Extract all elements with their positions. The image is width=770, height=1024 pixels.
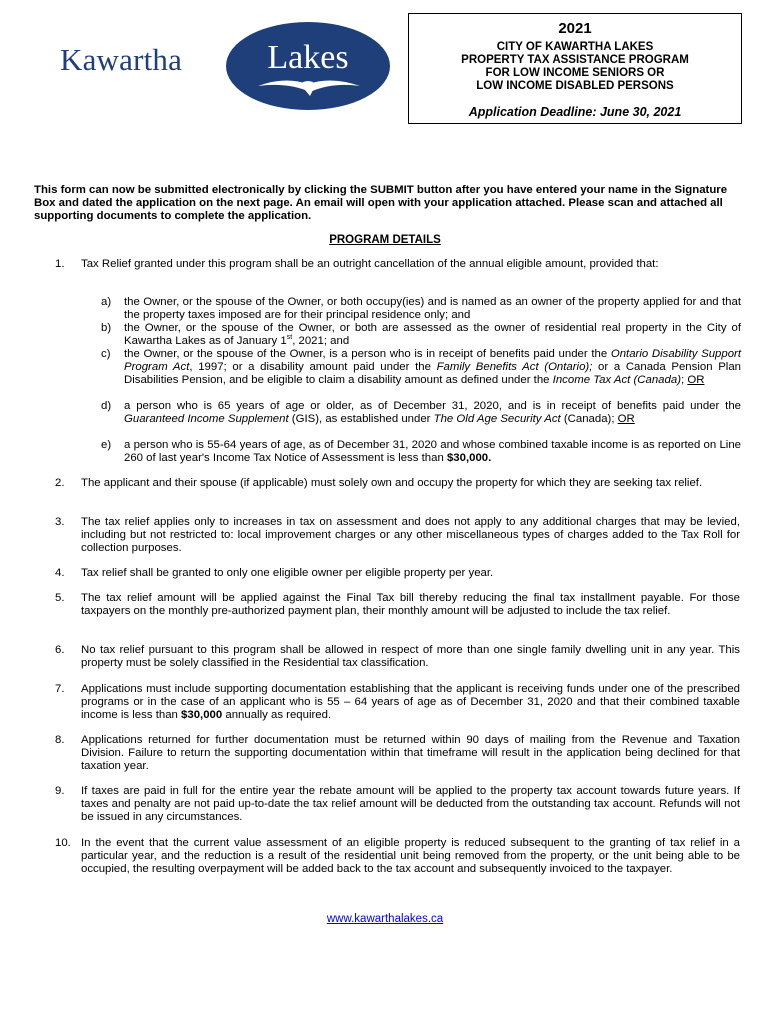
- item-text: The tax relief applies only to increases in tax on assessment and does not apply to any additional charges that may be levied, including but not restricted to: local improvement charges or any other miscellaneous types of charges added to the Tax Roll for collection purposes.: [81, 516, 740, 554]
- item-number: 7.: [55, 683, 65, 695]
- program-details-heading: PROGRAM DETAILS: [329, 234, 441, 246]
- program-year: 2021: [558, 20, 592, 37]
- item-text: Applications returned for further documentation must be returned within 90 days of mailing from the Revenue and Taxation Division. Failure to return the supporting documentation within that timeframe will result in the application being declined for that taxation year.: [81, 734, 740, 772]
- item-number: 10.: [55, 837, 71, 849]
- header-line-4: LOW INCOME DISABLED PERSONS: [476, 80, 674, 92]
- item-text: If taxes are paid in full for the entire year the rebate amount will be applied to the property tax account towards future years. If taxes and penalty are not paid up-to-date the tax relief amount will be deducted from the outstanding tax account. Refunds will not be issued in any circumstances.: [81, 785, 740, 823]
- program-item-6: [55, 644, 740, 670]
- sub-item-text: a person who is 65 years of age or older, as of December 31, 2020, and is in receipt of benefits paid under the Guaranteed Income Supplement (GIS), as established under The Old Age Security Act (Canada); OR: [124, 400, 741, 425]
- sub-item-text: a person who is 55-64 years of age, as of December 31, 2020 and whose combined taxable income is as reported on Line 260 of last year's Income Tax Notice of Assessment is less than $30,000.: [124, 439, 741, 464]
- program-item-10: [55, 837, 740, 876]
- header-line-1: CITY OF KAWARTHA LAKES: [496, 41, 654, 53]
- item-text: In the event that the current value assessment of an eligible property is reduced subsequent to the granting of tax relief in a particular year, and the reduction is a result of the residential unit being removed from the property, or the unit being able to be occupied, the resulting overpayment will be added back to the tax account and subsequently invoiced to the taxpayer.: [81, 837, 740, 875]
- application-deadline: Application Deadline: June 30, 2021: [468, 105, 682, 119]
- program-item-8: [55, 734, 740, 773]
- program-item-3: [55, 516, 740, 555]
- logo-lakes-emblem: [224, 22, 396, 112]
- item-number: 6.: [55, 644, 65, 656]
- program-item-7: [55, 683, 740, 722]
- item-number: 1.: [55, 258, 65, 270]
- item-text: No tax relief pursuant to this program shall be allowed in respect of more than one single family dwelling unit in any year. This property must be solely classified in the Residential tax classification.: [81, 644, 740, 669]
- program-item-2: [55, 477, 740, 490]
- program-header-box: [408, 13, 742, 124]
- sub-item-a: [101, 296, 741, 322]
- sub-item-text: the Owner, or the spouse of the Owner, or both are assessed as the owner of residential real property in the City of Kawartha Lakes as of January 1st, 2021; and: [124, 322, 741, 347]
- item-number: 9.: [55, 785, 65, 797]
- logo-word-kawartha: Kawartha: [60, 42, 183, 77]
- website-link[interactable]: www.kawarthalakes.ca: [326, 913, 444, 925]
- submission-instructions: This form can now be submitted electronically by clicking the SUBMIT button after you have entered your name in the Signature Box and dated the application on the next page. An email will open with your application attached. Please scan and attached all supporting documents to complete the application.: [34, 184, 728, 222]
- program-item-4: [55, 567, 740, 580]
- sub-item-b: [101, 322, 741, 348]
- item-number: 8.: [55, 734, 65, 746]
- sub-item-letter: c): [101, 348, 111, 360]
- logo-word-lakes: Lakes: [267, 39, 349, 76]
- item-number: 4.: [55, 567, 65, 579]
- sub-item-letter: d): [101, 400, 112, 412]
- item-text: Applications must include supporting documentation establishing that the applicant is receiving funds under one of the prescribed programs or in the case of an applicant who is 55 – 64 years of age as of December 31, 2020 and that their combined taxable income is less than $30,000 annually as required.: [81, 683, 740, 721]
- sub-item-text: the Owner, or the spouse of the Owner, or both occupy(ies) and is named as an owner of the property applied for and that the property taxes imposed are for their principal residence only; and: [124, 296, 741, 321]
- item-text: Tax relief shall be granted to only one eligible owner per eligible property per year.: [81, 567, 494, 579]
- item-number: 2.: [55, 477, 65, 489]
- item-text: The applicant and their spouse (if applicable) must solely own and occupy the property for which they are seeking tax relief.: [81, 477, 703, 489]
- program-item-5: [55, 592, 740, 618]
- item-text: Tax Relief granted under this program shall be an outright cancellation of the annual eligible amount, provided that:: [81, 258, 659, 270]
- program-item-1: [55, 258, 740, 271]
- item-number: 3.: [55, 516, 65, 528]
- sub-item-text: the Owner, or the spouse of the Owner, is a person who is in receipt of benefits paid under the Ontario Disability Support Program Act, 1997; or a disability amount paid under the Family Benefits Act (Ontario); or a Canada Pension Plan Disabilities Pension, and be eligible to claim a disability amount as defined under the Income Tax Act (Canada); OR: [124, 348, 741, 386]
- sub-item-c: [101, 348, 741, 387]
- item-text: The tax relief amount will be applied against the Final Tax bill thereby reducing the final tax installment payable. For those taxpayers on the monthly pre-authorized payment plan, their monthly amount will be adjusted to include the tax relief.: [81, 592, 740, 617]
- header-line-3: FOR LOW INCOME SENIORS OR: [485, 67, 665, 79]
- kawartha-lakes-logo: [60, 22, 349, 112]
- sub-item-letter: e): [101, 439, 112, 451]
- item-number: 5.: [55, 592, 65, 604]
- program-item-9: [55, 785, 740, 824]
- sub-item-letter: a): [101, 296, 112, 308]
- sub-item-d: [101, 400, 741, 426]
- header-line-2: PROPERTY TAX ASSISTANCE PROGRAM: [461, 54, 689, 66]
- sub-item-e: [101, 439, 741, 465]
- sub-item-letter: b): [101, 322, 112, 334]
